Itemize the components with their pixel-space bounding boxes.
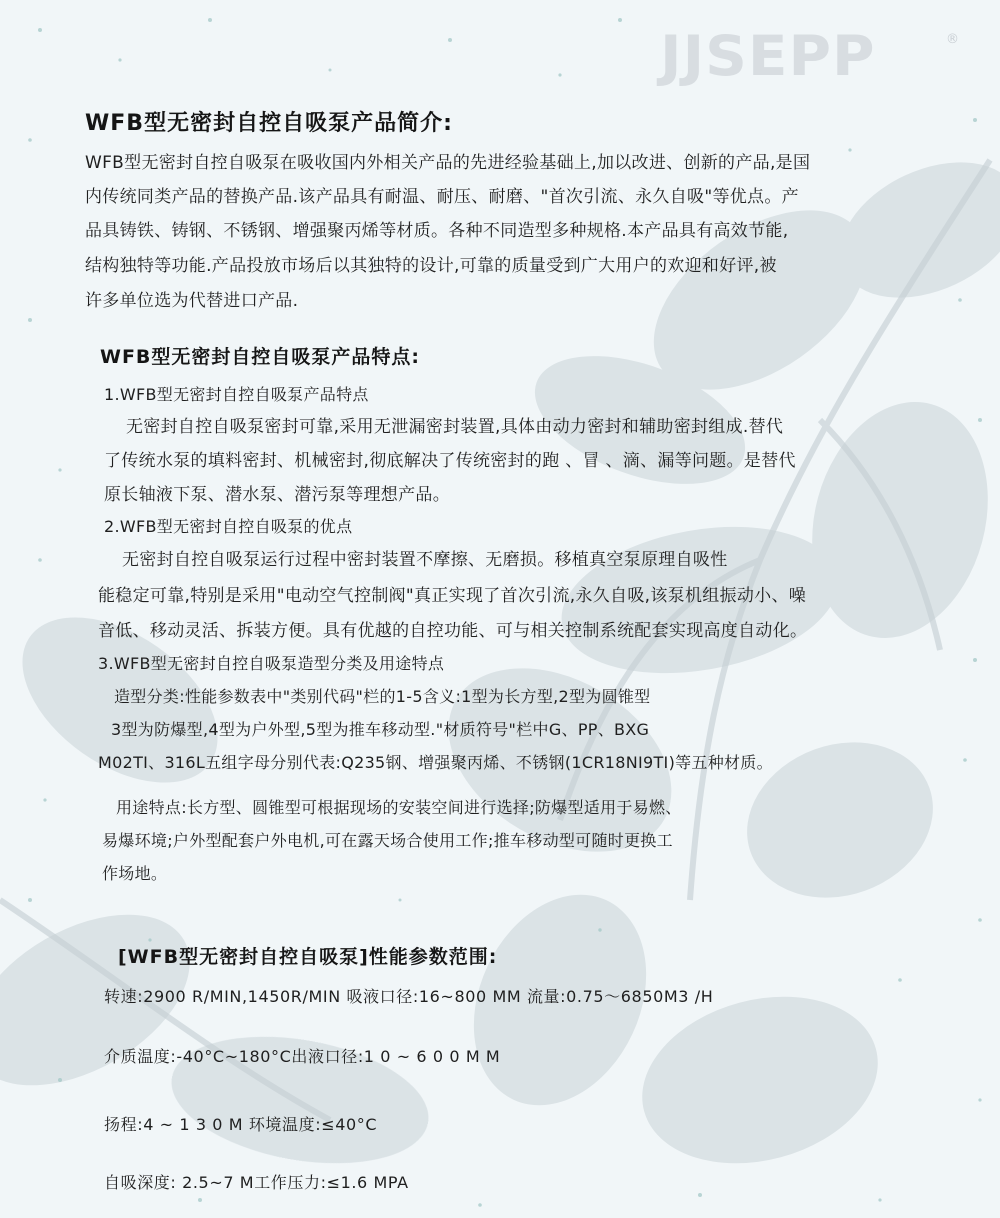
- feature-heading-1: 1.WFB型无密封自控自吸泵产品特点: [104, 385, 369, 404]
- feature-heading-3: 3.WFB型无密封自控自吸泵造型分类及用途特点: [98, 654, 445, 673]
- feature-3-line: M02TI、316L五组字母分别代表:Q235钢、增强聚丙烯、不锈钢(1CR18NI9TI)等五种材质。: [98, 753, 773, 772]
- intro-line: 内传统同类产品的替换产品.该产品具有耐温、耐压、耐磨、"首次引流、永久自吸"等优点。产: [85, 187, 799, 207]
- intro-title: WFB型无密封自控自吸泵产品简介:: [85, 111, 453, 136]
- feature-2-line: 能稳定可靠,特别是采用"电动空气控制阀"真正实现了首次引流,永久自吸,该泵机组振动小、噪: [98, 586, 807, 606]
- feature-heading-2: 2.WFB型无密封自控自吸泵的优点: [104, 517, 353, 536]
- spec-line: 转速:2900 R/MIN,1450R/MIN 吸液口径:16~800 MM 流量:0.75～6850M3 /H: [104, 987, 714, 1006]
- usage-line: 用途特点:长方型、圆锥型可根据现场的安装空间进行选择;防爆型适用于易燃、: [116, 798, 682, 817]
- usage-line: 易爆环境;户外型配套户外电机,可在露天场合使用工作;推车移动型可随时更换工: [102, 831, 673, 850]
- feature-1-line: 了传统水泵的填料密封、机械密封,彻底解决了传统密封的跑 、冒 、滴、漏等问题。是替代: [104, 451, 796, 471]
- intro-line: 许多单位选为代替进口产品.: [85, 291, 299, 311]
- specs-title: [WFB型无密封自控自吸泵]性能参数范围:: [118, 946, 498, 968]
- intro-line: 结构独特等功能.产品投放市场后以其独特的设计,可靠的质量受到广大用户的欢迎和好评,被: [85, 256, 777, 276]
- feature-3-line: 造型分类:性能参数表中"类别代码"栏的1-5含义:1型为长方型,2型为圆锥型: [114, 687, 651, 706]
- spec-line: 扬程:4 ~ 1 3 0 M 环境温度:≤40°C: [104, 1115, 378, 1134]
- registered-mark: ®: [946, 32, 959, 47]
- spec-line: 自吸深度: 2.5~7 M工作压力:≤1.6 MPA: [104, 1173, 409, 1192]
- features-title: WFB型无密封自控自吸泵产品特点:: [100, 346, 421, 368]
- feature-2-line: 音低、移动灵活、拆装方便。具有优越的自控功能、可与相关控制系统配套实现高度自动化。: [98, 621, 808, 641]
- feature-1-line: 无密封自控自吸泵密封可靠,采用无泄漏密封装置,具体由动力密封和辅助密封组成.替代: [126, 417, 784, 437]
- feature-1-line: 原长轴液下泵、潜水泵、潜污泵等理想产品。: [104, 485, 450, 505]
- intro-line: WFB型无密封自控自吸泵在吸收国内外相关产品的先进经验基础上,加以改进、创新的产品,是国: [85, 153, 811, 173]
- usage-line: 作场地。: [102, 864, 168, 883]
- brand-logo: JJSEPP: [660, 23, 876, 89]
- intro-line: 品具铸铁、铸钢、不锈钢、增强聚丙烯等材质。各种不同造型多种规格.本产品具有高效节能,: [85, 221, 789, 241]
- spec-line: 介质温度:-40°C~180°C出液口径:1 0 ~ 6 0 0 M M: [104, 1047, 501, 1066]
- feature-3-line: 3型为防爆型,4型为户外型,5型为推车移动型."材质符号"栏中G、PP、BXG: [111, 720, 650, 739]
- feature-2-line: 无密封自控自吸泵运行过程中密封装置不摩擦、无磨损。移植真空泵原理自吸性: [122, 550, 728, 570]
